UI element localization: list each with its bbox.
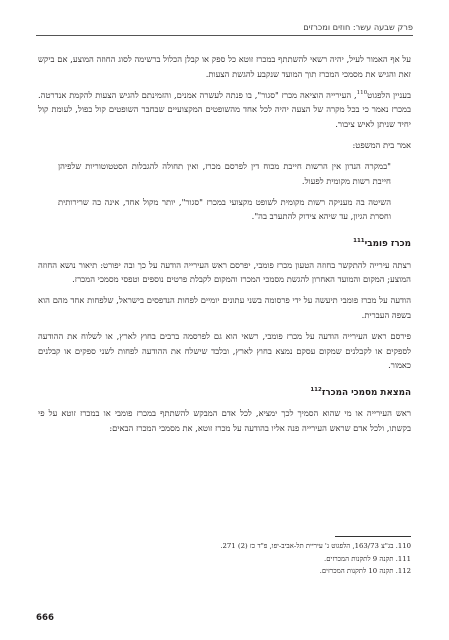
paragraph: אמר בית המשפט:	[352, 139, 411, 150]
section-heading-text: המצאת מסמכי המכרז	[321, 387, 411, 398]
paragraph: ראש העירייה או מי שהוא הסמיך לכך ימציא, לכל אדם המבקש להשתתף במכרז פומבי או במכרז זוטא על פי בקשתו, ולכל אדם שראש העירייה פנה אליו בהודעה על מכרז זוטא, את מסמכי המכרז הבאים:	[38, 408, 411, 433]
footnote-ref[interactable]: 111	[353, 238, 365, 245]
paragraph: רצתה עירייה להתקשר בחוזה הטעון מכרז פומבי, יפרסם ראש העירייה הודעה על כך ובה יפורט: תיאור נושא החוזה המוצע; המקום והמועד האחרון להגשת מסמכי המכרז והמקום לקבלת פרטים נוספים וטפסי מסמכי המכרז.	[38, 259, 411, 285]
quote-paragraph: "במקרה הנדון אין הרשות חייבת מכוח דין לפרסם מכרז, ואין תחולה להגבלות הסטטוטוריות שלפיהן חייבת רשות מקומית לפעול.	[58, 161, 391, 186]
running-head: פרק שבעה עשר: חוזים ומכרזים	[36, 22, 413, 36]
footnote-divider	[335, 536, 411, 537]
paragraph-with-footnote: בעניין הלפגוט$^{110}$, העירייה הוציאה מכרז "סגור", בו פנתה לעשרה אמנים, והזמינתם להגיש הצעות להקמת אנדרטה. במכרז נאמר כי בכל מקרה של הצעה יהיה לכל אחד מהשופטים המקצועיים שבחבר השופטים קול כפול, לעומת קול יחיד שניתן לאיש ציבור.	[38, 89, 411, 129]
footnote: 110. בג"צ 163/73, הלפגוט נ' עיריית תל-אביב-יפו, פ"ד כז (2) 271.	[220, 542, 411, 550]
footnote: 111. תקנה 9 לתקנות המכרזים.	[324, 554, 411, 563]
section-heading	[38, 237, 411, 252]
section-heading	[38, 386, 411, 401]
paragraph: פירסם ראש העירייה הודעה על מכרז פומבי, רשאי הוא גם לפרסמה ברבים בחוץ לארץ, או לשלוח את ההודעה לספקים או לקבלנים שמקום עסקם נמצא בחוץ לארץ, ובלבד שישלח את ההודעה לפחות לשני ספקים או קבלנים כאמור.	[38, 330, 411, 371]
footnotes	[38, 536, 411, 578]
footnote-ref[interactable]: 110	[356, 89, 368, 96]
footnote-ref[interactable]: 112	[310, 386, 322, 393]
footnote: 112. תקנה 10 לתקנות המכרזים.	[319, 567, 411, 575]
page-number: 666	[36, 613, 54, 623]
section-heading-text: מכרז פומבי	[364, 238, 411, 249]
paragraph: הודעה על מכרז פומבי תיעשה על ידי פרסומה בשני עתונים יומיים לפחות הנדפסים בישראל, שלפחות אחד מהם הוא בשפה העברית.	[38, 295, 411, 320]
quote-paragraph: השיטה בה מעניקה רשות מקומית לשופט מקצועי במכרז "סגור", יותר מקול אחד, אינה כה שרירותית וחסרת הגיון, עד שיהא צידוק להתערב בה".	[58, 196, 391, 222]
page-body	[38, 52, 411, 442]
paragraph: על אף האמור לעיל, יהיה רשאי להשתתף במכרז זוטא כל ספק או קבלן הכלול ברשימה לסוג החוזה המוצע, אם ביקש זאת והגיש את מסמכי המכרז תוך המועד שנקבע להגשת הצעות.	[38, 54, 411, 79]
